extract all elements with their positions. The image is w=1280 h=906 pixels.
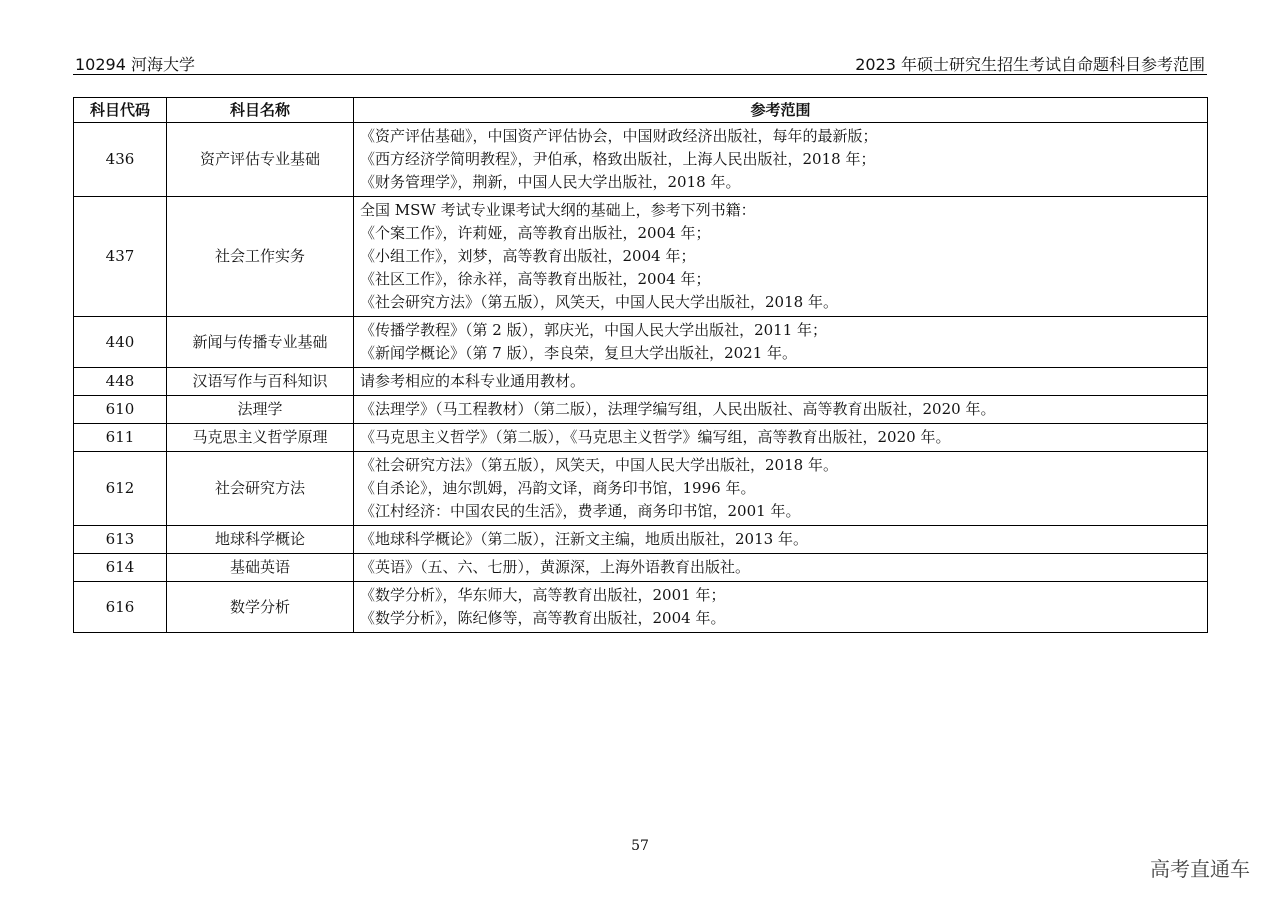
table-row: [74, 123, 1208, 197]
reference-line: 《社会研究方法》（第五版），风笑天，中国人民大学出版社，2018 年。: [360, 293, 838, 311]
subject-name-cell: 数学分析: [167, 582, 354, 633]
reference-line: 《资产评估基础》，中国资产评估协会，中国财政经济出版社，每年的最新版；: [360, 127, 878, 145]
subject-name-cell: 马克思主义哲学原理: [167, 424, 354, 452]
table-row: [74, 424, 1208, 452]
reference-line: 《英语》（五、六、七册），黄源深，上海外语教育出版社。: [360, 558, 751, 576]
subject-name-cell: 汉语写作与百科知识: [167, 368, 354, 396]
subject-name-cell: 资产评估专业基础: [167, 123, 354, 197]
reference-line: 《数学分析》，陈纪修等，高等教育出版社，2004 年。: [360, 609, 726, 627]
reference-scope-cell: [354, 582, 1208, 633]
subject-code-cell: 436: [74, 123, 167, 197]
header-university: 10294 河海大学: [75, 55, 195, 74]
reference-table: [73, 97, 1208, 633]
reference-scope-cell: [354, 396, 1208, 424]
table-row: [74, 197, 1208, 317]
table-row: [74, 396, 1208, 424]
header-subject-code: 科目代码: [74, 98, 167, 123]
reference-line: 《个案工作》，许莉娅，高等教育出版社，2004 年；: [360, 224, 711, 242]
reference-line: 《新闻学概论》（第 7 版），李良荣，复旦大学出版社，2021 年。: [360, 344, 798, 362]
table-row: [74, 452, 1208, 526]
header-reference-scope: 参考范围: [354, 98, 1208, 123]
header-subject-name: 科目名称: [167, 98, 354, 123]
reference-line: 请参考相应的本科专业通用教材。: [360, 372, 586, 390]
reference-line: 《数学分析》，华东师大，高等教育出版社，2001 年；: [360, 586, 726, 604]
table-row: [74, 368, 1208, 396]
subject-code-cell: 612: [74, 452, 167, 526]
reference-scope-cell: [354, 368, 1208, 396]
subject-code-cell: 448: [74, 368, 167, 396]
subject-name-cell: 法理学: [167, 396, 354, 424]
subject-name-cell: 基础英语: [167, 554, 354, 582]
table-header-row: [74, 98, 1208, 123]
reference-scope-cell: [354, 123, 1208, 197]
reference-line: 《传播学教程》（第 2 版），郭庆光，中国人民大学出版社，2011 年；: [360, 321, 828, 339]
table-body: [74, 123, 1208, 633]
subject-code-cell: 614: [74, 554, 167, 582]
table-row: [74, 526, 1208, 554]
table-row: [74, 582, 1208, 633]
subject-code-cell: 616: [74, 582, 167, 633]
page-number: 57: [631, 838, 649, 854]
reference-scope-cell: [354, 526, 1208, 554]
reference-line: 《江村经济：中国农民的生活》，费孝通，商务印书馆，2001 年。: [360, 502, 801, 520]
reference-line: 《地球科学概论》（第二版），汪新文主编，地质出版社，2013 年。: [360, 530, 808, 548]
reference-line: 全国 MSW 考试专业课考试大纲的基础上，参考下列书籍：: [360, 201, 756, 219]
header-document-title: 2023 年硕士研究生招生考试自命题科目参考范围: [855, 55, 1205, 74]
reference-scope-cell: [354, 452, 1208, 526]
reference-line: 《西方经济学简明教程》，尹伯承，格致出版社，上海人民出版社，2018 年；: [360, 150, 876, 168]
reference-line: 《自杀论》，迪尔凯姆，冯韵文译，商务印书馆，1996 年。: [360, 479, 756, 497]
page-header: [73, 52, 1207, 75]
reference-line: 《小组工作》，刘梦，高等教育出版社，2004 年；: [360, 247, 696, 265]
reference-line: 《法理学》（马工程教材）（第二版），法理学编写组，人民出版社、高等教育出版社，2020 年。: [360, 400, 996, 418]
reference-scope-cell: [354, 424, 1208, 452]
watermark-text: 高考直通车: [1150, 857, 1250, 881]
subject-name-cell: 社会工作实务: [167, 197, 354, 317]
reference-line: 《马克思主义哲学》（第二版），《马克思主义哲学》编写组，高等教育出版社，2020 年。: [360, 428, 951, 446]
subject-code-cell: 437: [74, 197, 167, 317]
reference-line: 《社区工作》，徐永祥，高等教育出版社，2004 年；: [360, 270, 711, 288]
reference-scope-cell: [354, 554, 1208, 582]
reference-line: 《财务管理学》，荆新，中国人民大学出版社，2018 年。: [360, 173, 741, 191]
subject-code-cell: 610: [74, 396, 167, 424]
subject-code-cell: 440: [74, 317, 167, 368]
subject-name-cell: 地球科学概论: [167, 526, 354, 554]
table-row: [74, 317, 1208, 368]
subject-code-cell: 613: [74, 526, 167, 554]
subject-name-cell: 社会研究方法: [167, 452, 354, 526]
reference-scope-cell: [354, 197, 1208, 317]
reference-line: 《社会研究方法》（第五版），风笑天，中国人民大学出版社，2018 年。: [360, 456, 838, 474]
table-row: [74, 554, 1208, 582]
subject-code-cell: 611: [74, 424, 167, 452]
reference-scope-cell: [354, 317, 1208, 368]
subject-name-cell: 新闻与传播专业基础: [167, 317, 354, 368]
